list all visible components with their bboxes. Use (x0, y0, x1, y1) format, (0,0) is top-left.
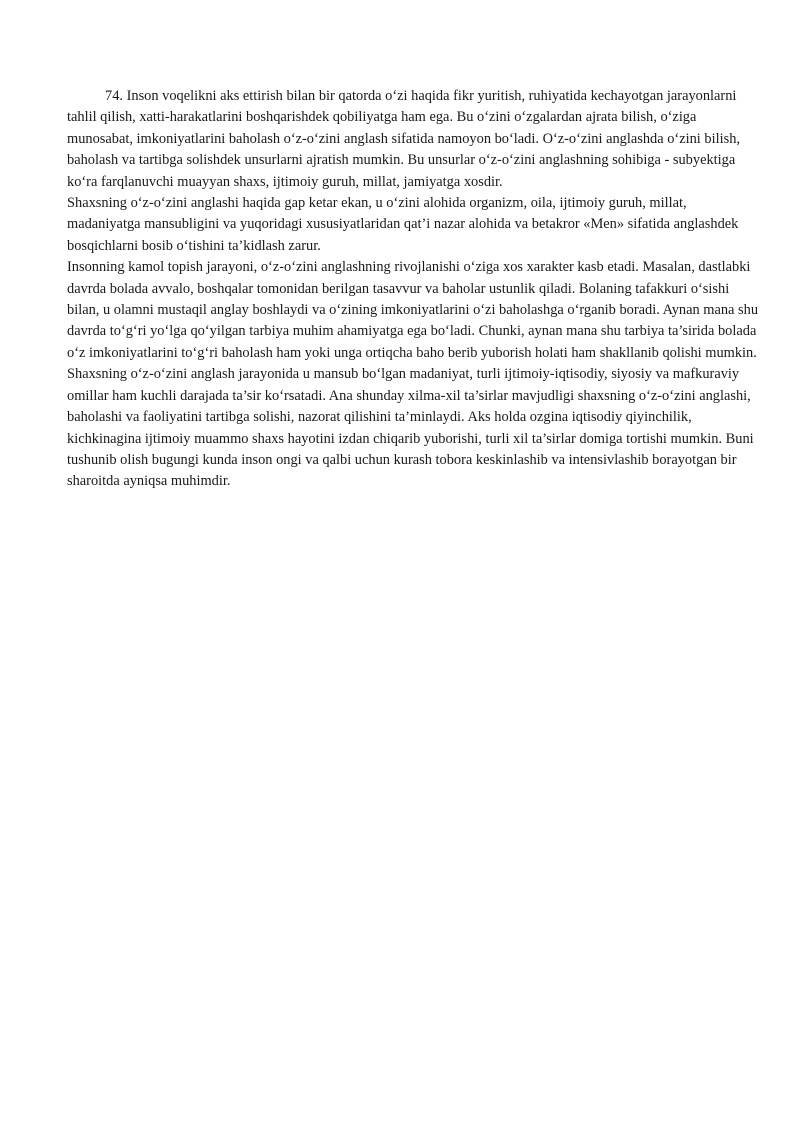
paragraph-4: Shaxsning o‘z-o‘zini anglash jarayonida u mansub bo‘lgan madaniyat, turli ijtimoiy-iqtisodiy, siyosiy va mafkuraviy omillar ham kuchli darajada ta’sir ko‘rsatadi. Ana shunday xilma-xil ta’sirlar mavjudligi shaxsning o‘z-o‘zini anglashi, baholashi va faoliyatini tartibga solishi, nazorat qilishini ta’minlaydi. Aks holda ozgina iqtisodiy qiyinchilik, kichkinagina ijtimoiy muammo shaxs hayotini izdan chiqarib yuborishi, turli xil ta’sirlar domiga tortishi mumkin. Buni tushunib olish bugungi kunda inson ongi va qalbi uchun kurash tobora keskinlashib va intensivlashib borayotgan bir sharoitda ayniqsa muhimdir. (67, 366, 754, 490)
document-body (67, 86, 759, 493)
paragraph-3: Insonning kamol topish jarayoni, o‘z-o‘zini anglashning rivojlanishi o‘ziga xos xarakter kasb etadi. Masalan, dastlabki davrda bolada avvalo, boshqalar tomonidan berilgan tasavvur va baholar ustunlik qiladi. Bolaning tafakkuri o‘sishi bilan, u olamni mustaqil anglay boshlaydi va o‘zining imkoniyatlarini o‘zi baholashga o‘rganib boradi. Aynan mana shu davrda to‘g‘ri yo‘lga qo‘yilgan tarbiya muhim ahamiyatga ega bo‘ladi. Chunki, aynan mana shu tarbiya ta’sirida bolada o‘z imkoniyatlarini to‘g‘ri baholash ham yoki unga ortiqcha baho berib yuborish holati ham shakllanib qolishi mumkin. (67, 259, 759, 361)
paragraph-1: 74. Inson voqelikni aks ettirish bilan bir qatorda o‘zi haqida fikr yuritish, ruhiyatida kechayotgan jarayonlarni tahlil qilish, xatti-harakatlarini boshqarishdek qobiliyatga ham ega. Bu o‘zini o‘zgalardan ajrata bilish, o‘ziga munosabat, imkoniyatlarini baholash o‘z-o‘zini anglash sifatida namoyon bo‘ladi. O‘z-o‘zini anglashda o‘zini bilish, baholash va tartibga solishdek unsurlarni ajratish mumkin. Bu unsurlar o‘z-o‘zini anglashning sohibiga - subyektiga ko‘ra farqlanuvchi muayyan shaxs, ijtimoiy guruh, millat, jamiyatga xosdir. (67, 88, 740, 190)
paragraph-2: Shaxsning o‘z-o‘zini anglashi haqida gap ketar ekan, u o‘zini alohida organizm, oila, ijtimoiy guruh, millat, madaniyatga mansubligini va yuqoridagi xususiyatlaridan qat’i nazar alohida va betakror «Men» sifatida anglashdek bosqichlarni bosib o‘tishini ta’kidlash zarur. (67, 195, 739, 254)
